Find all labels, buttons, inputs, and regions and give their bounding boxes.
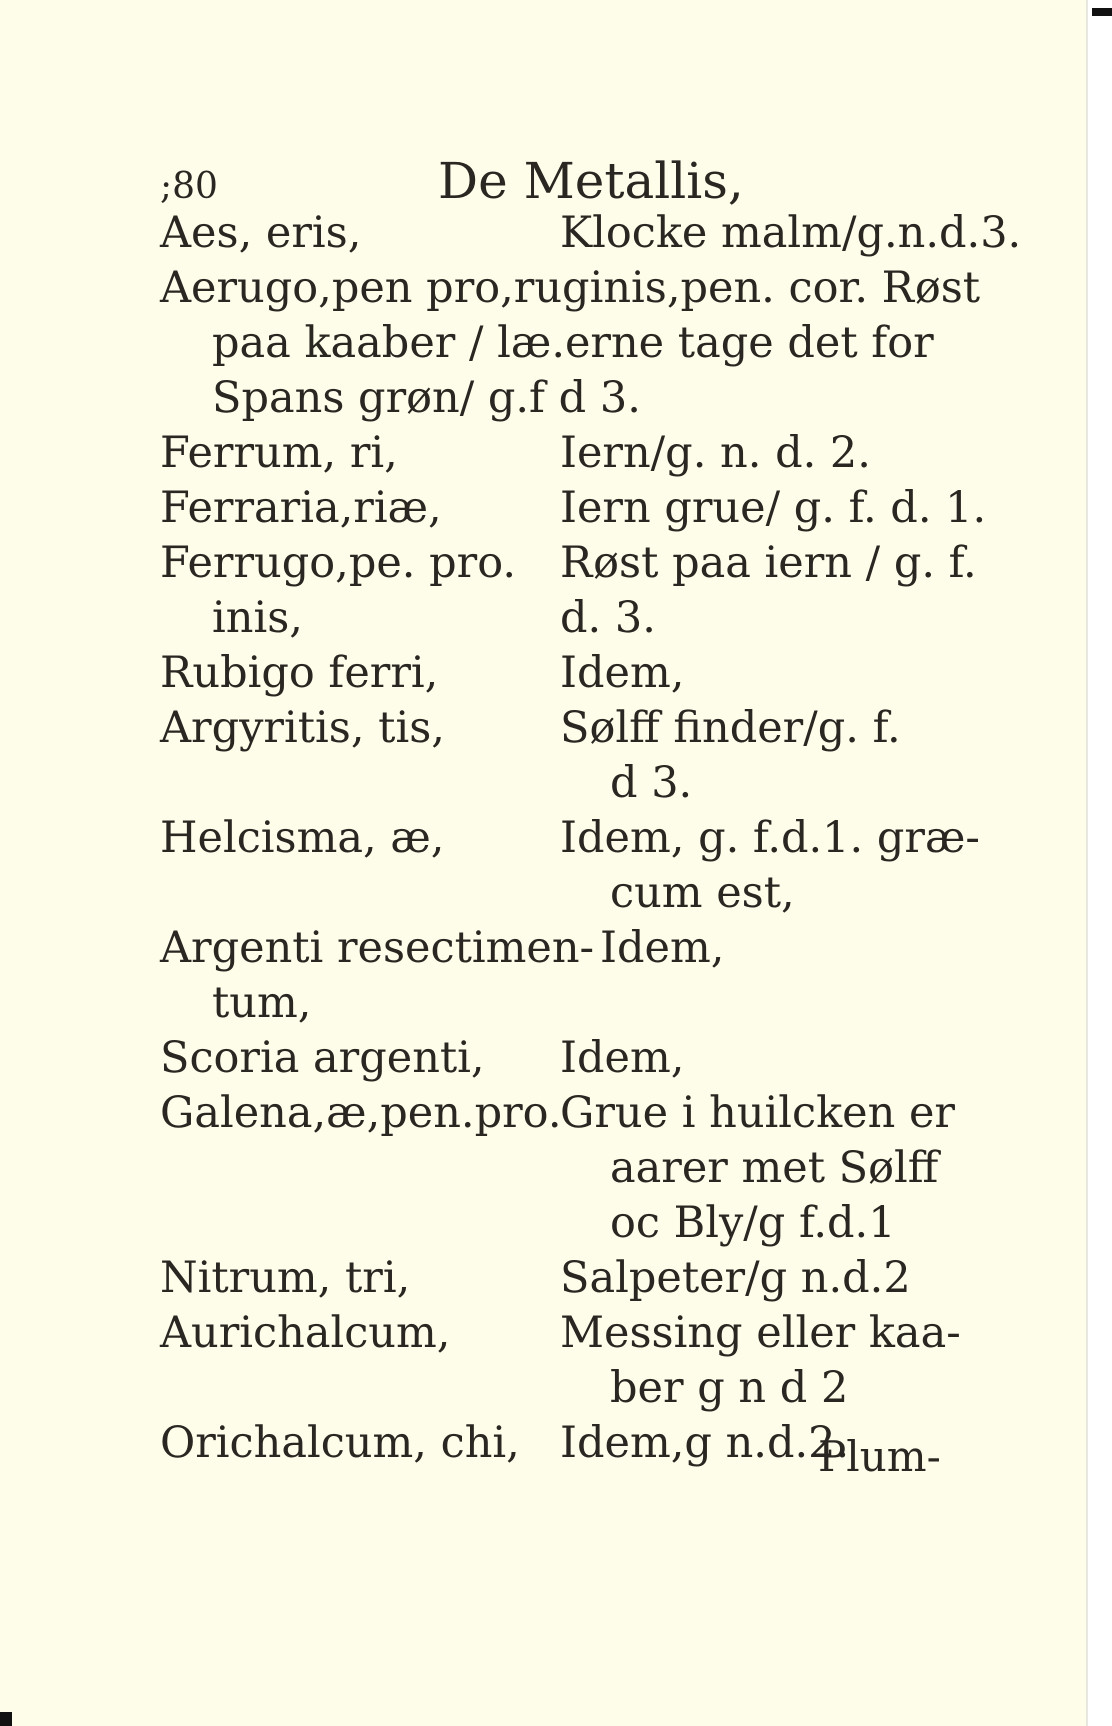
latin-term: Galena,æ,pen.pro.	[160, 1088, 562, 1138]
danish-gloss: aarer met Sølff	[610, 1143, 939, 1193]
danish-gloss: Grue i huilcken er	[560, 1088, 955, 1138]
scan-edge	[1086, 0, 1088, 1726]
danish-gloss: Idem,	[560, 1033, 685, 1083]
danish-gloss: Sølff finder/g. f.	[560, 703, 901, 753]
glossary-line	[160, 1306, 960, 1361]
glossary-line	[160, 701, 960, 756]
latin-term: Ferraria,riæ,	[160, 483, 442, 533]
latin-term: Argyritis, tis,	[160, 703, 445, 753]
glossary-line	[160, 976, 960, 1031]
danish-gloss: Idem,g n.d.2.	[560, 1418, 850, 1468]
danish-gloss: Idem, g. f.d.1. græ-	[560, 813, 980, 863]
latin-term: Scoria argenti,	[160, 1033, 485, 1083]
danish-gloss: Salpeter/g n.d.2	[560, 1253, 911, 1303]
page-number: ;80	[160, 166, 218, 207]
danish-gloss: d. 3.	[560, 593, 656, 643]
latin-term: tum,	[212, 978, 312, 1028]
scan-edge-mark	[1092, 8, 1112, 16]
glossary-line	[160, 591, 960, 646]
scan-corner-mark	[0, 1712, 12, 1726]
latin-term: Aurichalcum,	[160, 1308, 451, 1358]
running-head: De Metallis,	[438, 152, 744, 210]
catchword: Plum-	[818, 1432, 941, 1481]
glossary-line	[160, 646, 960, 701]
glossary-line	[160, 1086, 960, 1141]
line-text: paa kaaber / læ.erne tage det for	[212, 318, 934, 368]
glossary-entries	[160, 206, 1022, 1471]
danish-gloss: Idem,	[600, 923, 725, 973]
glossary-line	[160, 371, 960, 426]
danish-gloss: oc Bly/g f.d.1	[610, 1198, 896, 1248]
glossary-line	[160, 756, 960, 811]
glossary-line	[160, 921, 960, 976]
danish-gloss: Messing eller kaa-	[560, 1308, 961, 1358]
latin-term: Ferrugo,pe. pro.	[160, 538, 517, 588]
danish-gloss: Klocke malm/g.n.d.3.	[560, 208, 1022, 258]
latin-term: inis,	[212, 593, 303, 643]
line-text: Spans grøn/ g.f d 3.	[212, 373, 641, 423]
latin-term: Nitrum, tri,	[160, 1253, 411, 1303]
glossary-line	[160, 1251, 960, 1306]
danish-gloss: Idem,	[560, 648, 685, 698]
latin-term: Helcisma, æ,	[160, 813, 445, 863]
danish-gloss: Iern/g. n. d. 2.	[560, 428, 871, 478]
glossary-line	[160, 261, 981, 316]
glossary-line	[160, 316, 960, 371]
glossary-line	[160, 481, 987, 536]
line-text: Aerugo,pen pro,ruginis,pen. cor. Røst	[160, 263, 981, 313]
danish-gloss: Iern grue/ g. f. d. 1.	[560, 483, 987, 533]
danish-gloss: Røst paa iern / g. f.	[560, 538, 977, 588]
glossary-line	[160, 536, 977, 591]
glossary-line	[160, 1141, 960, 1196]
glossary-line	[160, 206, 1022, 261]
latin-term: Orichalcum, chi,	[160, 1418, 520, 1468]
glossary-line	[160, 866, 960, 921]
glossary-line	[160, 426, 960, 481]
danish-gloss: cum est,	[610, 868, 795, 918]
latin-term: Ferrum, ri,	[160, 428, 398, 478]
glossary-line	[160, 1196, 960, 1251]
latin-term: Aes, eris,	[160, 208, 362, 258]
latin-term: Argenti resectimen-	[160, 923, 595, 973]
danish-gloss: ber g n d 2	[610, 1363, 849, 1413]
danish-gloss: d 3.	[610, 758, 693, 808]
glossary-line	[160, 811, 980, 866]
glossary-line	[160, 1361, 960, 1416]
glossary-line	[160, 1031, 960, 1086]
latin-term: Rubigo ferri,	[160, 648, 439, 698]
page-header	[160, 152, 960, 212]
